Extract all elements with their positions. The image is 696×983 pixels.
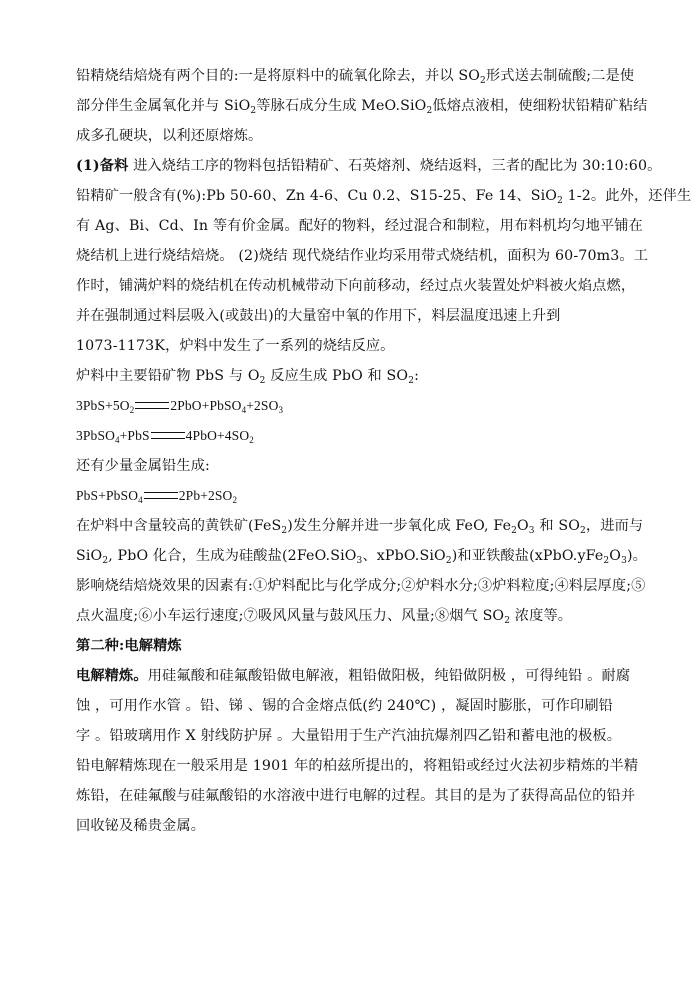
- paragraph-line: 并在强制通过料层吸入(或鼓出)的大量窑中氧的作用下，料层温度迅速上升到: [76, 308, 561, 324]
- equals-arrow-icon: [144, 492, 178, 499]
- section-label: 电解精炼。: [76, 668, 148, 684]
- paragraph-line: 炼铅，在硅氟酸与硅氟酸铅的水溶液中进行电解的过程。其目的是为了获得高品位的铅并: [76, 788, 636, 804]
- paragraph-line: 电解精炼。用硅氟酸和硅氟酸铅做电解液，粗铅做阳极，纯铅做阴极 ，可得纯铅 。耐腐: [76, 668, 631, 684]
- equation-3: PbS+PbSO$_4$ $2Pb+2SO_2$: [76, 488, 238, 505]
- paragraph-line: 字 。铅玻璃用作 X 射线防护屏 。大量铅用于生产汽油抗爆剂四乙铅和蓄电池的极板。: [76, 728, 622, 744]
- paragraph-line: 在炉料中含量较高的黄铁矿(FeS$_2$)发生分解并进一步氧化成 FeO, $Fe_2O_3$ 和 $SO_2$，进而与: [76, 518, 644, 536]
- equation-1: $3PbS+5O_2$ $2PbO+PbSO_4+2SO_3$: [76, 398, 284, 415]
- paragraph-line: 成多孔硬块，以利还原熔炼。: [76, 128, 263, 144]
- paragraph-line: 炉料中主要铅矿物 PbS 与 $O_2$ 反应生成 PbO 和 $SO_2$:: [76, 368, 420, 386]
- paragraph-line: 铅电解精炼现在一般采用是 1901 年的柏兹所提出的，将粗铅或经过火法初步精炼的半精: [76, 758, 639, 774]
- section-heading: 第二种:电解精炼: [76, 638, 182, 654]
- paragraph-line: 作时，铺满炉料的烧结机在传动机械带动下向前移动，经过点火装置处炉料被火焰点燃，: [76, 278, 636, 294]
- paragraph-line: 还有少量金属铅生成:: [76, 458, 210, 474]
- paragraph-line: (1)备料 进入烧结工序的物料包括铅精矿、石英熔剂、烧结返料，三者的配比为 30:10:60。: [76, 158, 662, 174]
- equals-arrow-icon: [135, 402, 169, 409]
- paragraph-line: 部分伴生金属氧化并与 SiO$_2$等脉石成分生成 MeO.SiO$_2$低熔点液相，使细粉状铅精矿粘结: [76, 98, 648, 116]
- equation-2: 3PbSO$_4$+PbS $4PbO+4SO_2$: [76, 428, 254, 445]
- paragraph-line: 烧结机上进行烧结焙烧。 (2)烧结 现代烧结作业均采用带式烧结机，面积为 60-70m3。工: [76, 248, 649, 264]
- equals-arrow-icon: [151, 432, 185, 439]
- paragraph-line: 蚀 ，可用作水管 。铅、锑 、锡的合金熔点低(约 240℃) ，凝固时膨胀，可作印刷铅: [76, 698, 614, 714]
- paragraph-line: 点火温度;⑥小车运行速度;⑦吸风风量与鼓风压力、风量;⑧烟气 $SO_2$ 浓度等。: [76, 608, 573, 626]
- paragraph-line: 铅精烧结焙烧有两个目的:一是将原料中的硫氧化除去，并以 $SO_2$形式送去制硫酸;二是使: [76, 68, 635, 86]
- document-page: [76, 66, 692, 836]
- paragraph-line: 铅精矿一般含有(%):Pb 50-60、Zn 4-6、Cu 0.2、S15-25、Fe 14、SiO$_2$ 1-2。此外，还伴生: [76, 188, 692, 206]
- section-label: (1)备料: [76, 158, 129, 174]
- paragraph-line: SiO$_2$, PbO 化合，生成为硅酸盐(2FeO.SiO$_3$、xPbO.SiO$_2$)和亚铁酸盐$(xPbO.yFe_2O_3)$。: [76, 548, 647, 566]
- paragraph-line: 1073-1173K，炉料中发生了一系列的烧结反应。: [76, 338, 395, 354]
- paragraph-line: 回收铋及稀贵金属。: [76, 818, 206, 834]
- paragraph-line: 有 Ag、Bi、Cd、In 等有价金属。配好的物料，经过混合和制粒，用布料机均匀地平铺在: [76, 218, 643, 234]
- paragraph-line: 影响烧结焙烧效果的因素有:①炉料配比与化学成分;②炉料水分;③炉料粒度;④料层厚度;⑤: [76, 578, 646, 594]
